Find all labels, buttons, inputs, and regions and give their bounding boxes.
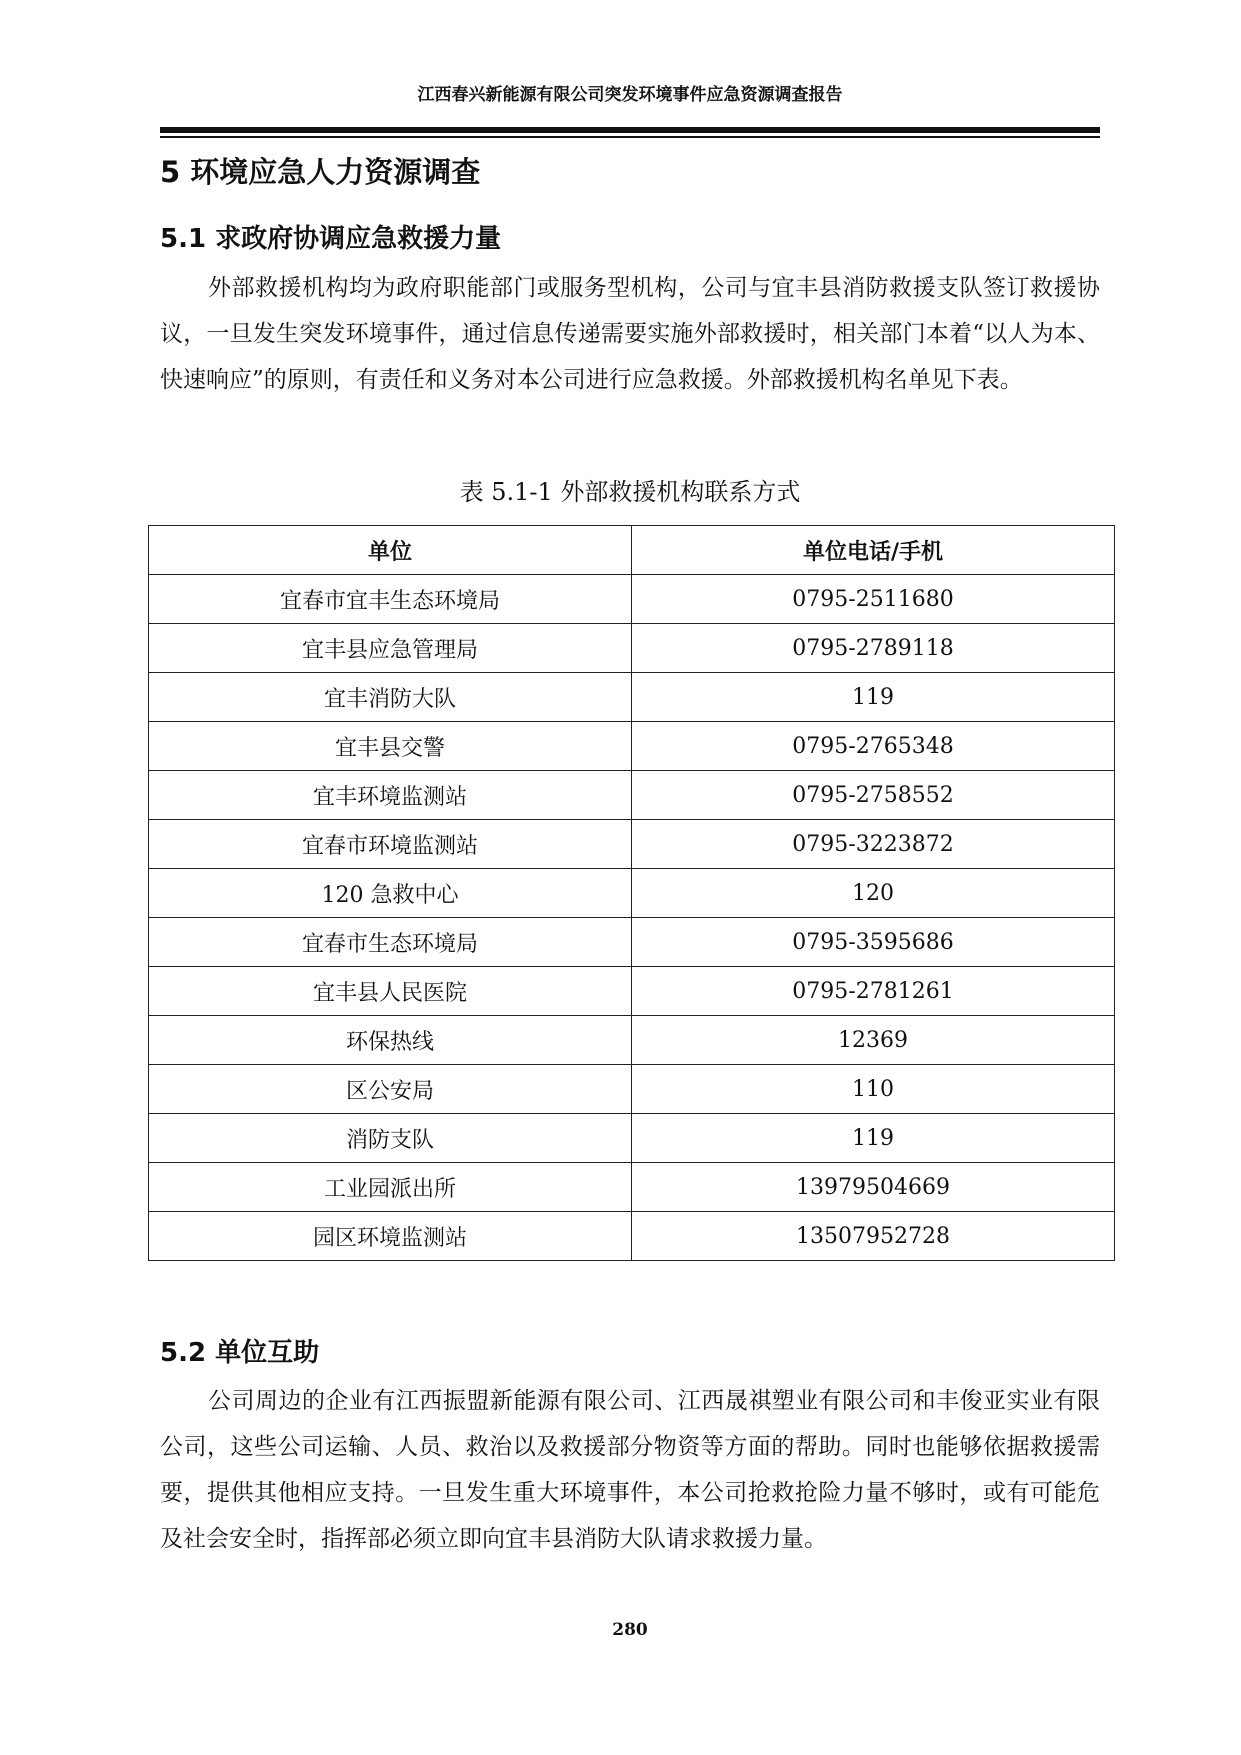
table-row: [149, 624, 1115, 673]
unit-cell: 宜丰县人民医院: [149, 967, 632, 1016]
table-row: [149, 918, 1115, 967]
column-header-unit: 单位: [149, 526, 632, 575]
paragraph-mutual-aid: 公司周边的企业有江西振盟新能源有限公司、江西晟祺塑业有限公司和丰俊亚实业有限公司，这些公司运输、人员、救治以及救援部分物资等方面的帮助。同时也能够依据救援需要，提供其他相应支持。一旦发生重大环境事件，本公司抢救抢险力量不够时，或有可能危及社会安全时，指挥部必须立即向宜丰县消防大队请求救援力量。: [160, 1388, 1100, 1552]
unit-cell: 120 急救中心: [149, 869, 632, 918]
section-heading: 5 环境应急人力资源调查: [160, 155, 481, 189]
unit-cell: 园区环境监测站: [149, 1212, 632, 1261]
unit-cell: 环保热线: [149, 1016, 632, 1065]
phone-cell: 0795-2765348: [632, 722, 1115, 771]
table-row: [149, 771, 1115, 820]
phone-cell: 0795-3595686: [632, 918, 1115, 967]
rescue-contacts-table: [148, 525, 1115, 1261]
page-number: 280: [612, 1620, 648, 1640]
phone-cell: 13979504669: [632, 1163, 1115, 1212]
unit-cell: 宜春市宜丰生态环境局: [149, 575, 632, 624]
subsection-heading-5-1: 5.1 求政府协调应急救援力量: [160, 224, 502, 254]
phone-cell: 12369: [632, 1016, 1115, 1065]
phone-cell: 119: [632, 1114, 1115, 1163]
phone-cell: 0795-2511680: [632, 575, 1115, 624]
phone-cell: 0795-3223872: [632, 820, 1115, 869]
paragraph-external-rescue: 外部救援机构均为政府职能部门或服务型机构，公司与宜丰县消防救援支队签订救援协议，一旦发生突发环境事件，通过信息传递需要实施外部救援时，相关部门本着“以人为本、快速响应”的原则，有责任和义务对本公司进行应急救援。外部救援机构名单见下表。: [160, 275, 1100, 393]
subsection-heading-5-2: 5.2 单位互助: [160, 1338, 320, 1368]
table-caption: 表 5.1-1 外部救援机构联系方式: [459, 478, 801, 506]
unit-cell: 宜丰消防大队: [149, 673, 632, 722]
table-row: [149, 869, 1115, 918]
header-rule-thin: [160, 136, 1100, 138]
unit-cell: 宜春市环境监测站: [149, 820, 632, 869]
unit-cell: 宜丰县交警: [149, 722, 632, 771]
table-row: [149, 820, 1115, 869]
unit-cell: 区公安局: [149, 1065, 632, 1114]
phone-cell: 120: [632, 869, 1115, 918]
table-header-row: [149, 526, 1115, 575]
table-row: [149, 1016, 1115, 1065]
table-row: [149, 1163, 1115, 1212]
header-rule-thick: [160, 127, 1100, 133]
table-row: [149, 722, 1115, 771]
phone-cell: 119: [632, 673, 1115, 722]
phone-cell: 110: [632, 1065, 1115, 1114]
running-header: 江西春兴新能源有限公司突发环境事件应急资源调查报告: [417, 85, 843, 105]
unit-cell: 宜丰环境监测站: [149, 771, 632, 820]
table-row: [149, 575, 1115, 624]
unit-cell: 宜春市生态环境局: [149, 918, 632, 967]
table-row: [149, 1114, 1115, 1163]
phone-cell: 0795-2781261: [632, 967, 1115, 1016]
table-row: [149, 1212, 1115, 1261]
phone-cell: 0795-2789118: [632, 624, 1115, 673]
phone-cell: 0795-2758552: [632, 771, 1115, 820]
unit-cell: 工业园派出所: [149, 1163, 632, 1212]
table-row: [149, 1065, 1115, 1114]
unit-cell: 宜丰县应急管理局: [149, 624, 632, 673]
unit-cell: 消防支队: [149, 1114, 632, 1163]
table-row: [149, 673, 1115, 722]
table-row: [149, 967, 1115, 1016]
column-header-phone: 单位电话/手机: [632, 526, 1115, 575]
phone-cell: 13507952728: [632, 1212, 1115, 1261]
